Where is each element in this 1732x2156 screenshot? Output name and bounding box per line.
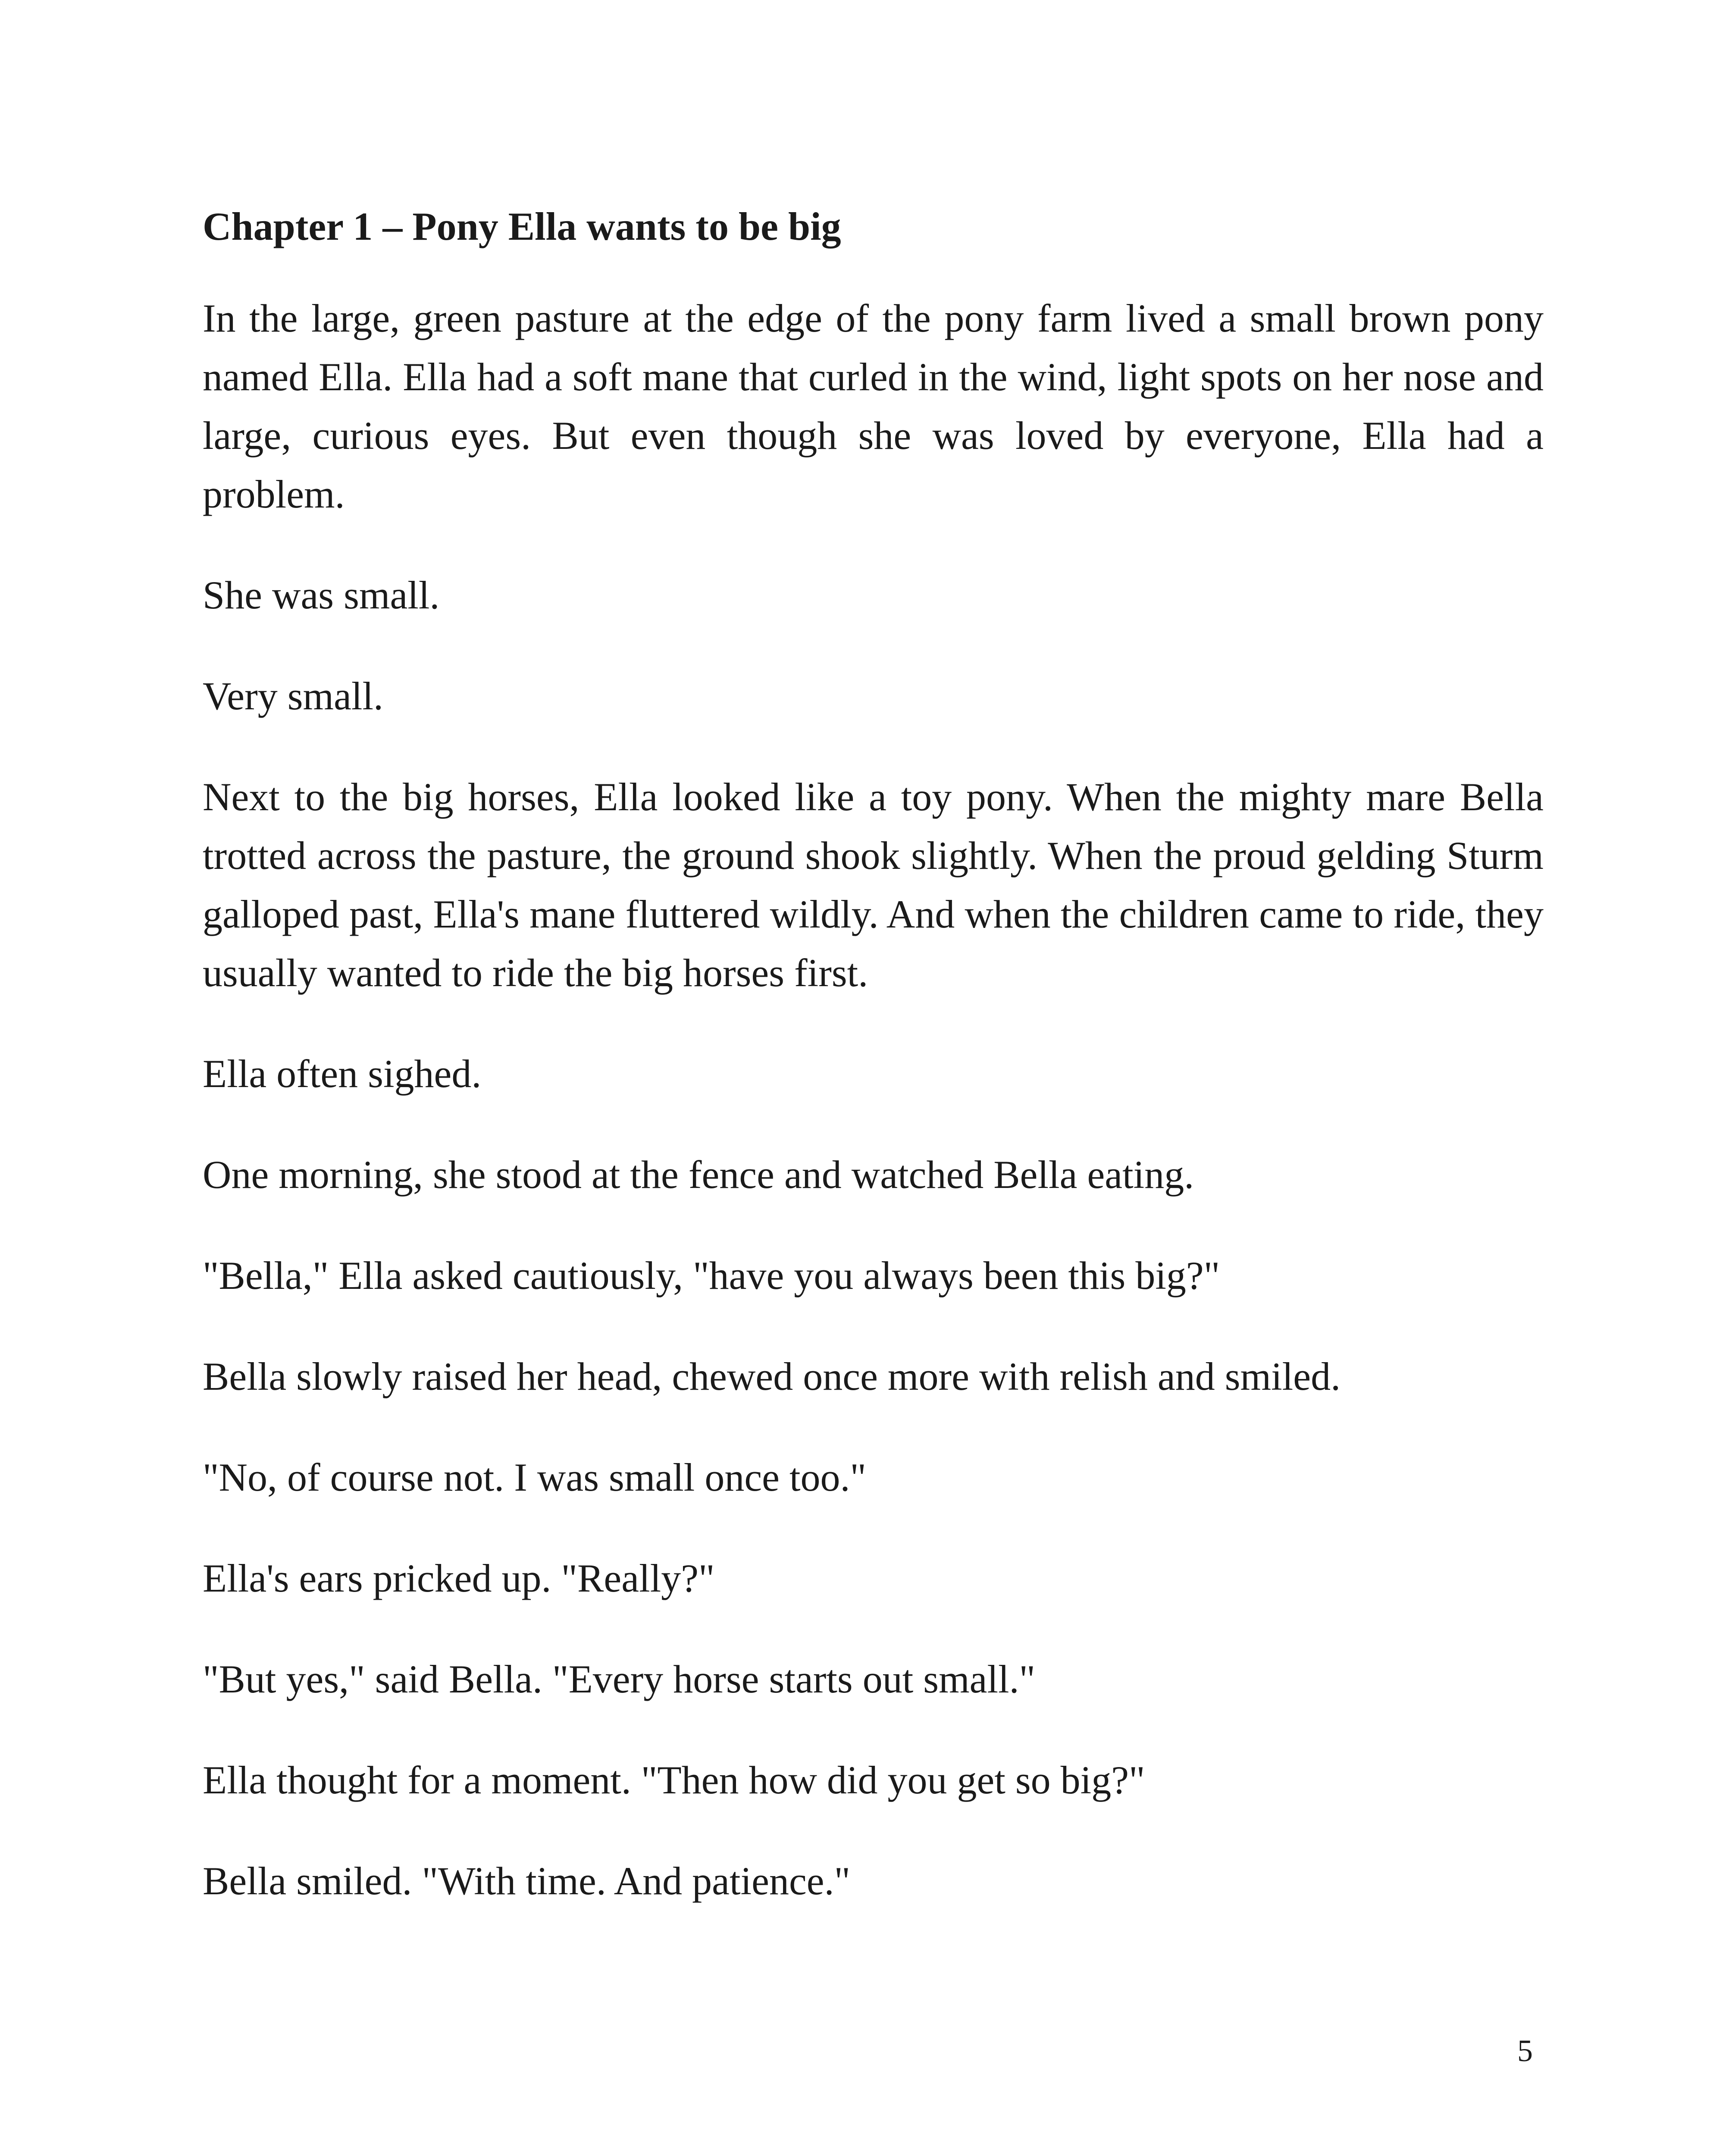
paragraph: "No, of course not. I was small once too." [203, 1455, 867, 1500]
page-content [203, 203, 1544, 1952]
paragraph: Next to the big horses, Ella looked like a toy pony. When the mighty mare Bella trotted across the pasture, the ground shook slightly. When the proud gelding Sturm galloped past, Ella's mane fluttered wildly. And when the children came to ride, they usually wanted to ride the big horses first. [203, 775, 1544, 995]
paragraph: Ella's ears pricked up. "Really?" [203, 1556, 715, 1601]
paragraph: Very small. [203, 674, 384, 718]
paragraph: In the large, green pasture at the edge of the pony farm lived a small brown pony named Ella. Ella had a soft mane that curled in the wind, light spots on her nose and large, curious eyes. But even though she was loved by everyone, Ella had a problem. [203, 296, 1544, 517]
paragraph: She was small. [203, 573, 440, 617]
paragraph: Bella smiled. "With time. And patience." [203, 1859, 851, 1903]
page-number: 5 [1517, 2034, 1533, 2068]
paragraph: One morning, she stood at the fence and watched Bella eating. [203, 1153, 1194, 1197]
paragraph: Bella slowly raised her head, chewed once more with relish and smiled. [203, 1354, 1341, 1399]
chapter-title: Chapter 1 – Pony Ella wants to be big [203, 204, 841, 248]
paragraph: "Bella," Ella asked cautiously, "have you always been this big?" [203, 1253, 1220, 1298]
paragraph: Ella thought for a moment. "Then how did you get so big?" [203, 1758, 1145, 1802]
paragraph: Ella often sighed. [203, 1052, 482, 1096]
paragraph: "But yes," said Bella. "Every horse starts out small." [203, 1657, 1036, 1702]
